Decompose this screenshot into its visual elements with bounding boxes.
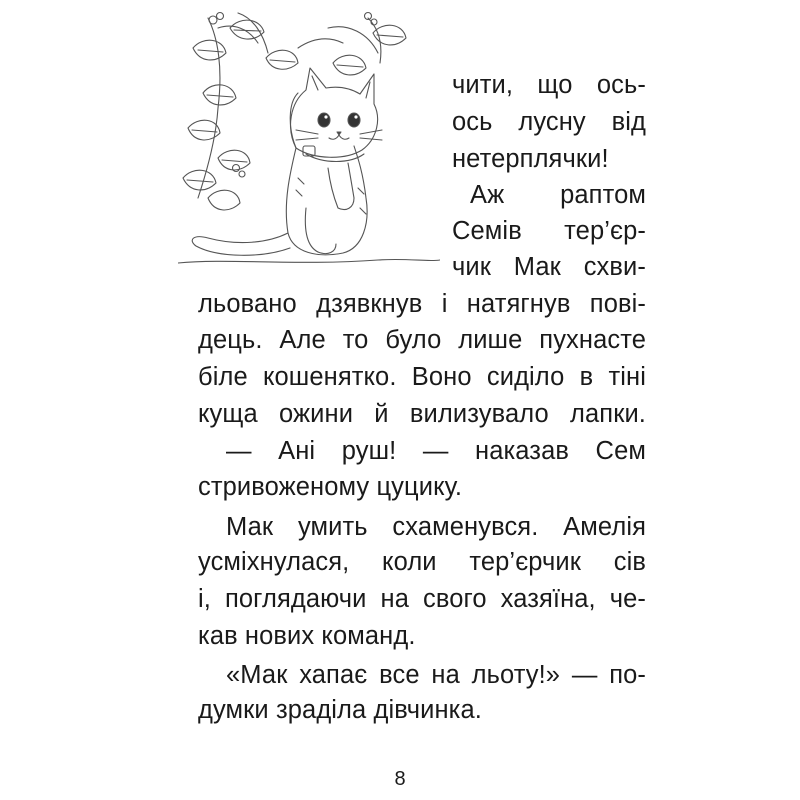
text-line: — Ані руш! — наказав Сем [226,437,646,465]
text-line: нетерплячки! [452,145,609,173]
kitten-illustration [178,8,440,278]
text-line: чик Мак схви- [452,253,646,281]
text-line: «Мак хапає все на льоту!» — по- [226,661,646,689]
text-line: ось лусну від [452,108,646,136]
text-line: Аж раптом [470,181,646,209]
text-line: кав нових команд. [198,622,416,650]
text-line: куща ожини й вилизувало лапки. [198,400,646,428]
text-line: усміхнулася, коли тер’єрчик сів [198,548,646,576]
text-line: Мак умить схаменувся. Амелія [226,513,646,541]
text-line: думки зраділа дівчинка. [198,696,482,724]
text-line: чити, що ось- [452,71,646,99]
text-line: льовано дзявкнув і натягнув пові- [198,290,646,318]
page-number: 8 [394,768,406,790]
text-line: і, поглядаючи на свого хазяїна, че- [198,585,646,613]
text-line: біле кошенятко. Воно сиділо в тіні [198,363,646,391]
text-line: Семів тер’єр- [452,217,646,245]
text-line: стривоженому цуцику. [198,473,463,501]
text-line: дець. Але то було лише пухнасте [198,326,646,354]
